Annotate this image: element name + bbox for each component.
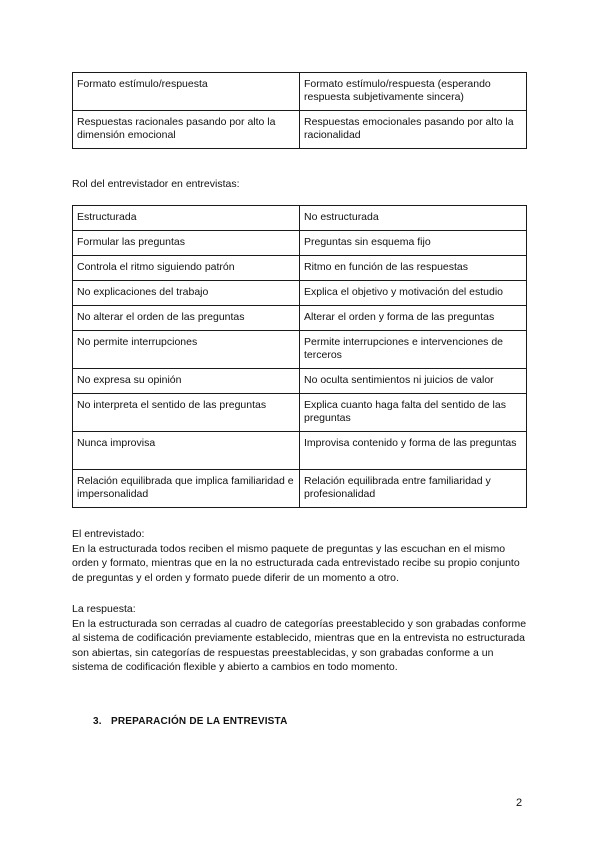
table-cell: Explica el objetivo y motivación del estudio: [300, 281, 527, 306]
comparison-table-respuesta: [72, 72, 527, 149]
table-row: [73, 369, 527, 394]
table-cell: Formular las preguntas: [73, 231, 300, 256]
table-cell: No explicaciones del trabajo: [73, 281, 300, 306]
section-title: PREPARACIÓN DE LA ENTREVISTA: [111, 716, 288, 727]
table-cell: Respuestas racionales pasando por alto la dimensión emocional: [73, 111, 300, 149]
section-number: 3.: [93, 716, 102, 727]
table-row: [73, 306, 527, 331]
table-row: [73, 432, 527, 470]
table-cell: Preguntas sin esquema fijo: [300, 231, 527, 256]
table-row: [73, 231, 527, 256]
table-cell: Alterar el orden y forma de las preguntas: [300, 306, 527, 331]
table-cell: Respuestas emocionales pasando por alto la racionalidad: [300, 111, 527, 149]
table-cell: No permite interrupciones: [73, 331, 300, 369]
table-cell: Formato estímulo/respuesta: [73, 73, 300, 111]
table-row: [73, 111, 527, 149]
section-heading: [93, 716, 288, 727]
table-cell: No interpreta el sentido de las preguntas: [73, 394, 300, 432]
page-number: 2: [516, 797, 523, 809]
table-cell: Explica cuanto haga falta del sentido de las preguntas: [300, 394, 527, 432]
table-cell: Formato estímulo/respuesta (esperando respuesta subjetivamente sincera): [300, 73, 527, 111]
table-cell: Permite interrupciones e intervenciones de terceros: [300, 331, 527, 369]
table-row: [73, 73, 527, 111]
table-row: [73, 394, 527, 432]
table-cell: Relación equilibrada que implica familiaridad e impersonalidad: [73, 470, 300, 508]
table-row: [73, 256, 527, 281]
entrevistado-title: El entrevistado:: [72, 528, 145, 540]
respuesta-paragraph: [72, 602, 532, 675]
table-cell: No expresa su opinión: [73, 369, 300, 394]
table-cell: No oculta sentimientos ni juicios de valor: [300, 369, 527, 394]
table-header-cell: No estructurada: [300, 206, 527, 231]
comparison-table-rol-entrevistador: [72, 205, 527, 508]
entrevistado-paragraph: [72, 527, 532, 585]
table-cell: Controla el ritmo siguiendo patrón: [73, 256, 300, 281]
table-row: [73, 331, 527, 369]
table-cell: Ritmo en función de las respuestas: [300, 256, 527, 281]
rol-label: Rol del entrevistador en entrevistas:: [72, 178, 240, 190]
table-row: [73, 281, 527, 306]
table-cell: Improvisa contenido y forma de las preguntas: [300, 432, 527, 470]
table-cell: No alterar el orden de las preguntas: [73, 306, 300, 331]
respuesta-text: En la estructurada son cerradas al cuadro de categorías preestablecido y son grabadas conforme al sistema de codificación previamente establecido, mientras que en la entrevista no estructurada son abiertas, sin categorías de respuestas preestablecidas, y son grabadas conforme a un sistema de codificación flexible y abierto a cambios en todo momento.: [72, 617, 527, 673]
entrevistado-text: En la estructurada todos reciben el mismo paquete de preguntas y las escuchan en el mismo orden y formato, mientras que en la no estructurada cada entrevistado recibe su propio conjunto de preguntas y el orden y formato puede diferir de un momento a otro.: [72, 542, 520, 584]
table-cell: Nunca improvisa: [73, 432, 300, 470]
table-row: [73, 470, 527, 508]
table-cell: Relación equilibrada entre familiaridad y profesionalidad: [300, 470, 527, 508]
table-header-cell: Estructurada: [73, 206, 300, 231]
table-row: [73, 206, 527, 231]
respuesta-title: La respuesta:: [72, 603, 136, 615]
